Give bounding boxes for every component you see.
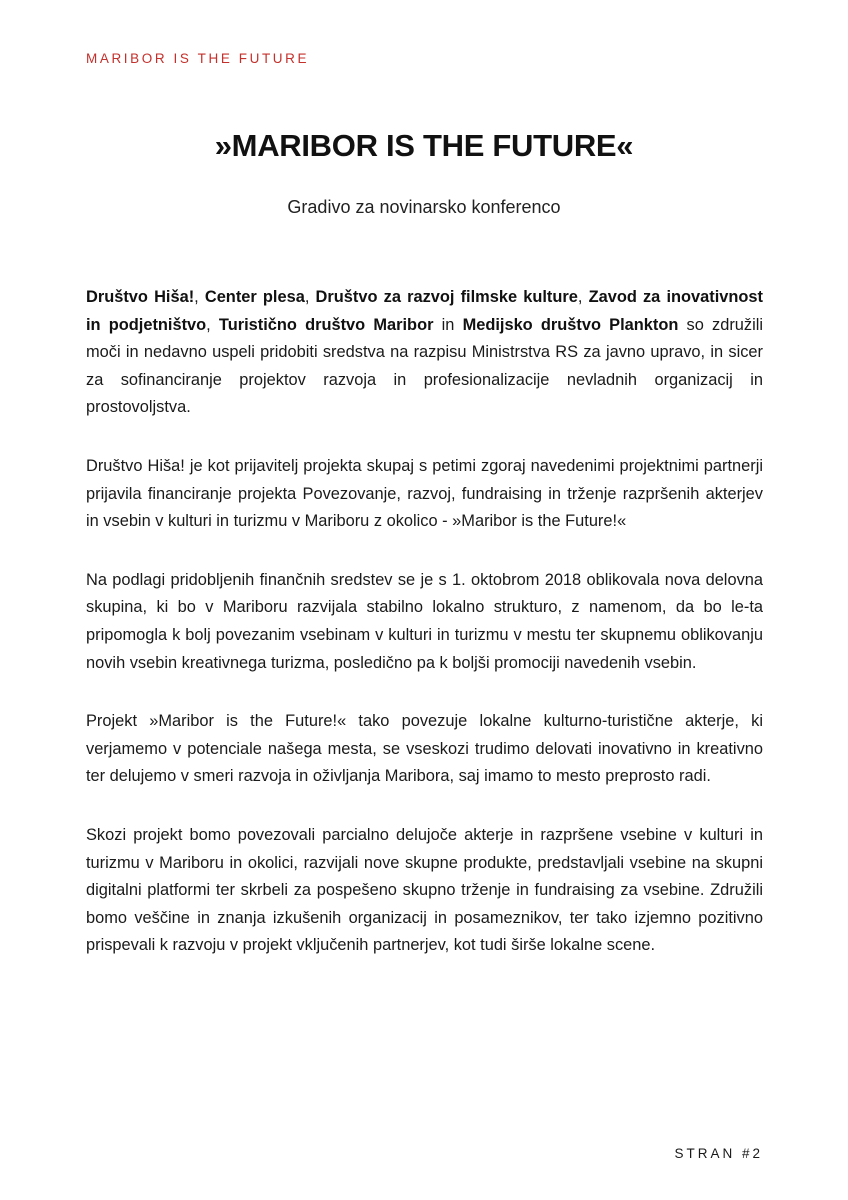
separator: , bbox=[304, 288, 316, 306]
page-number: STRAN #2 bbox=[674, 1146, 763, 1161]
paragraph-text: so združili moči in nedavno uspeli pridobiti sredstva na razpisu Ministrstva RS za javno upravo, in sicer za sofinanciranje projektov razvoja in profesionalizacije nevladnih organizacij in prostovoljstva. bbox=[86, 315, 764, 417]
org-drustvo-hisa: Društvo Hiša! bbox=[86, 288, 195, 306]
paragraph-application: Društvo Hiša! je kot prijavitelj projekta skupaj s petimi zgoraj navedenimi projektnimi partnerji prijavila financiranje projekta Povezovanje, razvoj, fundraising in trženje razpršenih akterjev in vsebin v kulturi in turizmu v Mariboru z okolico - »Maribor is the Future!« bbox=[86, 456, 763, 531]
document-body bbox=[86, 284, 763, 991]
paragraph-project: Projekt »Maribor is the Future!« tako povezuje lokalne kulturno-turistične akterje, ki verjamemo v potenciale našega mesta, se vseskozi trudimo delovati inovativno in kreativno ter delujemo v smeri razvoja in oživljanja Maribora, saj imamo to mesto preprosto radi. bbox=[86, 712, 763, 786]
org-center-plesa: Center plesa bbox=[204, 288, 305, 306]
document-title: »MARIBOR IS THE FUTURE« bbox=[214, 128, 634, 163]
document-subtitle: Gradivo za novinarsko konferenco bbox=[287, 197, 561, 217]
separator: , bbox=[577, 288, 589, 306]
running-header: MARIBOR IS THE FUTURE bbox=[86, 51, 310, 66]
org-zavod-inovativnost: Zavod za inovativnost in podjetništvo bbox=[86, 288, 763, 334]
paragraph-plans: Skozi projekt bomo povezovali parcialno delujoče akterje in razpršene vsebine v kulturi in turizmu v Mariboru in okolici, razvijali nove skupne produkte, predstavljali vsebine na skupni digitalni platformi ter skrbeli za pospešeno skupno trženje in fundraising za vsebine. Združili bomo veščine in znanja izkušenih organizacij in posameznikov, ter tako izjemno pozitivno prispevali k razvoju v projekt vključenih partnerjev, kot tudi širše lokalne scene. bbox=[86, 825, 763, 955]
paragraph-working-group: Na podlagi pridobljenih finančnih sredstev se je s 1. oktobrom 2018 oblikovala nova delovna skupina, ki bo v Mariboru razvijala stabilno lokalno strukturo, z namenom, da bo le-ta pripomogla k bolj povezanim vsebinam v kulturi in turizmu v mestu ter skupnemu oblikovanju novih vsebin kreativnega turizma, posledično pa k boljši promociji navedenih vsebin. bbox=[86, 570, 763, 672]
separator: , bbox=[206, 315, 219, 334]
org-filmska-kultura: Društvo za razvoj filmske kulture bbox=[315, 288, 578, 306]
separator: in bbox=[433, 315, 463, 334]
paragraph-partners bbox=[86, 284, 763, 422]
org-medijsko-drustvo: Medijsko društvo Plankton bbox=[462, 315, 679, 334]
separator: , bbox=[194, 288, 205, 306]
org-turisticno-drustvo: Turistično društvo Maribor bbox=[218, 315, 434, 334]
